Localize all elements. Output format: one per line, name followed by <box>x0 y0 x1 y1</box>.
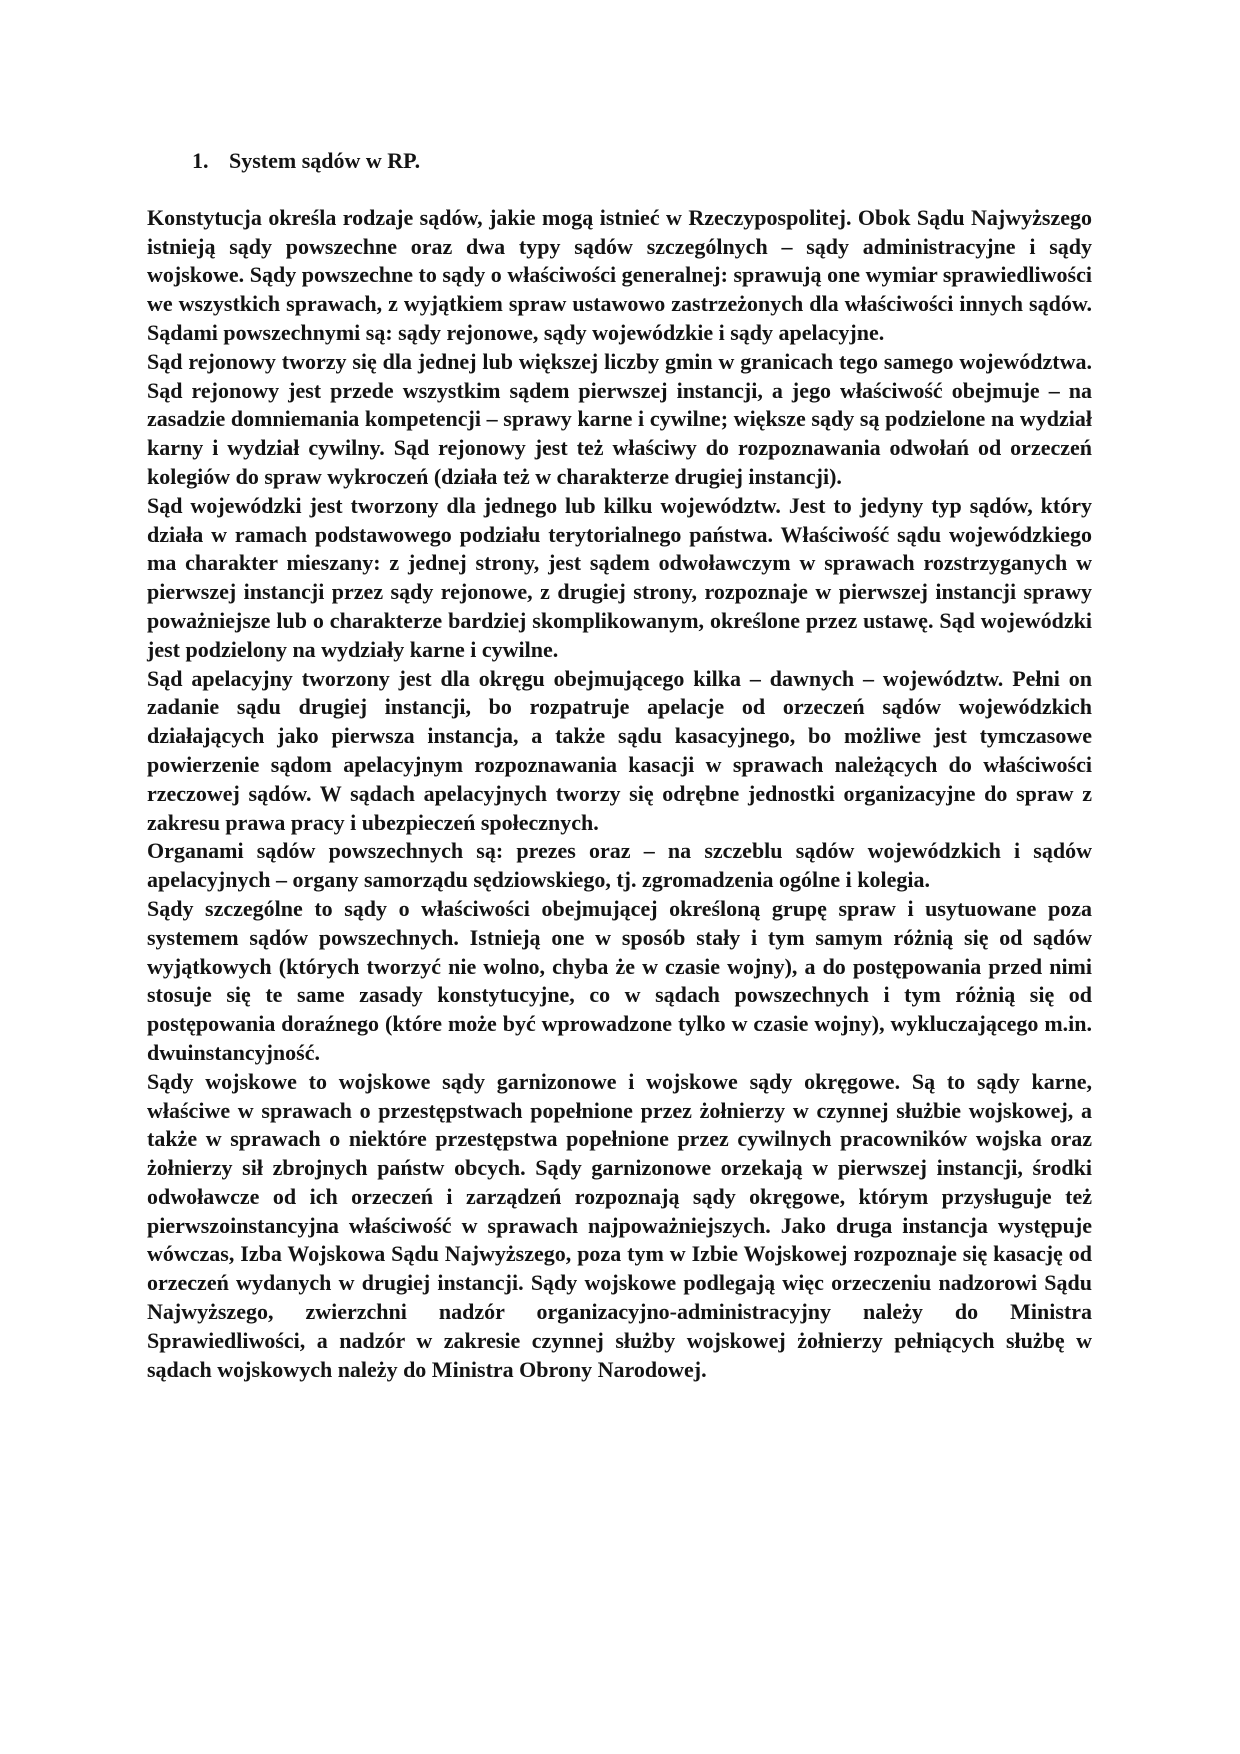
paragraph-special-courts: Sądy szczególne to sądy o właściwości obejmującej określoną grupę spraw i usytuowane poza systemem sądów powszechnych. Istnieją one w sposób stały i tym samym różnią się od sądów wyjątkowych (których tworzyć nie wolno, chyba że w czasie wojny), a do postępowania przed nimi stosuje się te same zasady konstytucyjne, co w sądach powszechnych i tym różnią się od postępowania doraźnego (które może być wprowadzone tylko w czasie wojny), wykluczającego m.in. dwuinstancyjność. <box>147 895 1092 1065</box>
paragraph-district-court: Sąd rejonowy tworzy się dla jednej lub większej liczby gmin w granicach tego samego województwa. Sąd rejonowy jest przede wszystkim sądem pierwszej instancji, a jego właściwość obejmuje – na zasadzie domniemania kompetencji – sprawy karne i cywilne; większe sądy są podzielone na wydział karny i wydział cywilny. Sąd rejonowy jest też właściwy do rozpoznawania odwołań od orzeczeń kolegiów do spraw wykroczeń (działa też w charakterze drugiej instancji). <box>147 348 1092 489</box>
document-body <box>147 147 1092 1384</box>
paragraph-appeal-court: Sąd apelacyjny tworzony jest dla okręgu obejmującego kilka – dawnych – województw. Pełni on zadanie sądu drugiej instancji, bo rozpatruje apelacje od orzeczeń sądów wojewódzkich działających jako pierwsza instancja, a także sądu kasacyjnego, bo możliwe jest tymczasowe powierzenie sądom apelacyjnym rozpoznawania kasacji w sprawach należących do właściwości rzeczowej sądów. W sądach apelacyjnych tworzy się odrębne jednostki organizacyjne do spraw z zakresu prawa pracy i ubezpieczeń społecznych. <box>147 665 1092 835</box>
section-number: 1. <box>192 148 209 173</box>
paragraph-courts-overview: Konstytucja określa rodzaje sądów, jakie mogą istnieć w Rzeczypospolitej. Obok Sądu Najwyższego istnieją sądy powszechne oraz dwa typy sądów szczególnych – sądy administracyjne i sądy wojskowe. Sądy powszechne to sądy o właściwości generalnej: sprawują one wymiar sprawiedliwości we wszystkich sprawach, z wyjątkiem spraw ustawowo zastrzeżonych dla właściwości innych sądów. Sądami powszechnymi są: sądy rejonowe, sądy wojewódzkie i sądy apelacyjne. <box>147 204 1092 345</box>
section-heading <box>147 147 1092 176</box>
paragraph-court-organs: Organami sądów powszechnych są: prezes oraz – na szczeblu sądów wojewódzkich i sądów apelacyjnych – organy samorządu sędziowskiego, tj. zgromadzenia ogólne i kolegia. <box>147 838 1092 893</box>
paragraph-military-courts: Sądy wojskowe to wojskowe sądy garnizonowe i wojskowe sądy okręgowe. Są to sądy karne, właściwe w sprawach o przestępstwach popełnione przez żołnierzy w czynnej służbie wojskowej, a także w sprawach o niektóre przestępstwa popełnione przez cywilnych pracowników wojska oraz żołnierzy sił zbrojnych państw obcych. Sądy garnizonowe orzekają w pierwszej instancji, środki odwoławcze od ich orzeczeń i zarządzeń rozpoznają sądy okręgowe, którym przysługuje też pierwszoinstancyjna właściwość w sprawach najpoważniejszych. Jako druga instancja występuje wówczas, Izba Wojskowa Sądu Najwyższego, poza tym w Izbie Wojskowej rozpoznaje się kasację od orzeczeń wydanych w drugiej instancji. Sądy wojskowe podlegają więc orzeczeniu nadzorowi Sądu Najwyższego, zwierzchni nadzór organizacyjno-administracyjny należy do Ministra Sprawiedliwości, a nadzór w zakresie czynnej służby wojskowej żołnierzy pełniących służbę w sądach wojskowych należy do Ministra Obrony Narodowej. <box>147 1068 1092 1382</box>
paragraph-voivodeship-court: Sąd wojewódzki jest tworzony dla jednego lub kilku województw. Jest to jedyny typ sądów, który działa w ramach podstawowego podziału terytorialnego państwa. Właściwość sądu wojewódzkiego ma charakter mieszany: z jednej strony, jest sądem odwoławczym w sprawach rozstrzyganych w pierwszej instancji przez sądy rejonowe, z drugiej strony, rozpoznaje w pierwszej instancji sprawy poważniejsze lub o charakterze bardziej skomplikowanym, określone przez ustawę. Sąd wojewódzki jest podzielony na wydziały karne i cywilne. <box>147 492 1092 662</box>
section-title: System sądów w RP. <box>229 148 421 173</box>
